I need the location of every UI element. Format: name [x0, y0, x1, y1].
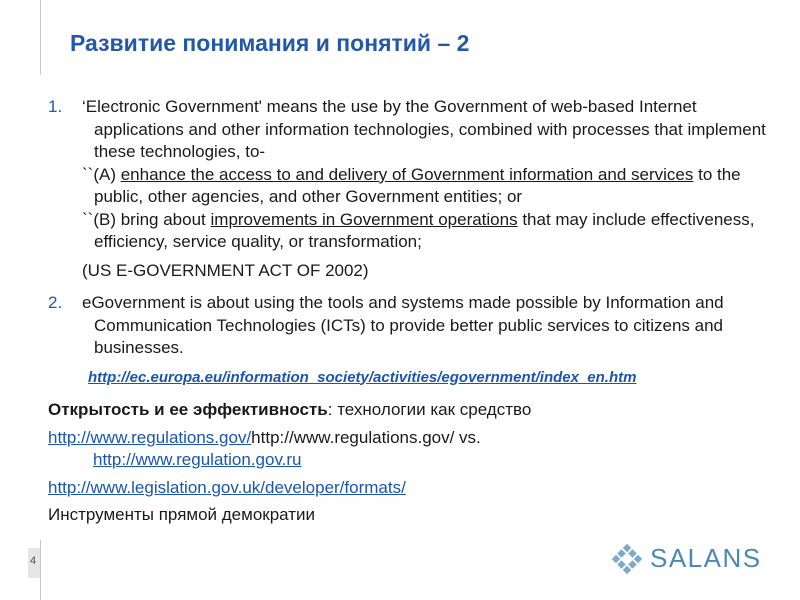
source-citation: (US E-GOVERNMENT ACT OF 2002)	[82, 260, 369, 280]
slide-title: Развитие понимания и понятий – 2	[70, 30, 470, 56]
europa-link-wrap	[48, 366, 770, 390]
definition-text: ‘Electronic Government' means the use by the Government of web-based Internet applications and other information technologies, combined with processes that implement these technologies, to-	[82, 97, 766, 161]
access-delivery-underlined: enhance the access to and delivery of Government information and services	[120, 164, 694, 184]
list-item-1	[48, 96, 770, 164]
legislation-line	[48, 477, 770, 500]
legislation-link[interactable]: http://www.legislation.gov.uk/developer/formats/	[48, 477, 406, 497]
regulations-line	[48, 427, 770, 472]
page-number: 4	[30, 555, 37, 567]
list-item-2	[48, 292, 770, 360]
slide-body	[48, 96, 770, 527]
list-number-2: 2.	[48, 293, 63, 312]
regulations-gov-link[interactable]: http://www.regulations.gov/	[48, 427, 252, 447]
egovernment-text: eGovernment is about using the tools and systems made possible by Information and Communication Technologies (ICTs) to provide better public services to citizens and businesses.	[82, 293, 724, 357]
salans-logo	[612, 543, 762, 574]
improvements-underlined: improvements in Government operations	[210, 209, 518, 229]
regulations-middle: http://www.regulations.gov/ vs.	[251, 427, 481, 447]
bottom-divider-line	[40, 540, 41, 600]
regulation-gov-ru-link[interactable]: http://www.regulation.gov.ru	[93, 450, 302, 469]
sub-item-b: ``(B) bring about improvements in Government operations that may include effectiveness, efficiency, service quality, or transformation;	[82, 209, 755, 251]
openness-rest: : технологии как средство	[327, 400, 532, 419]
salans-diamond-icon	[612, 544, 642, 574]
list-number-1: 1.	[48, 97, 63, 116]
sub-item-a: ``(A) enhance the access to and delivery of Government information and services to the public, other agencies, and other Government entities; or	[82, 164, 741, 206]
top-divider-line	[40, 0, 41, 75]
openness-heading: Открытость и ее эффективность	[48, 400, 328, 419]
europa-link[interactable]: http://ec.europa.eu/information_society/activities/egovernment/index_en.htm	[88, 368, 637, 386]
logo-text: SALANS	[650, 543, 762, 573]
tools-line: Инструменты прямой демократии	[48, 505, 316, 524]
openness-line	[48, 399, 770, 422]
